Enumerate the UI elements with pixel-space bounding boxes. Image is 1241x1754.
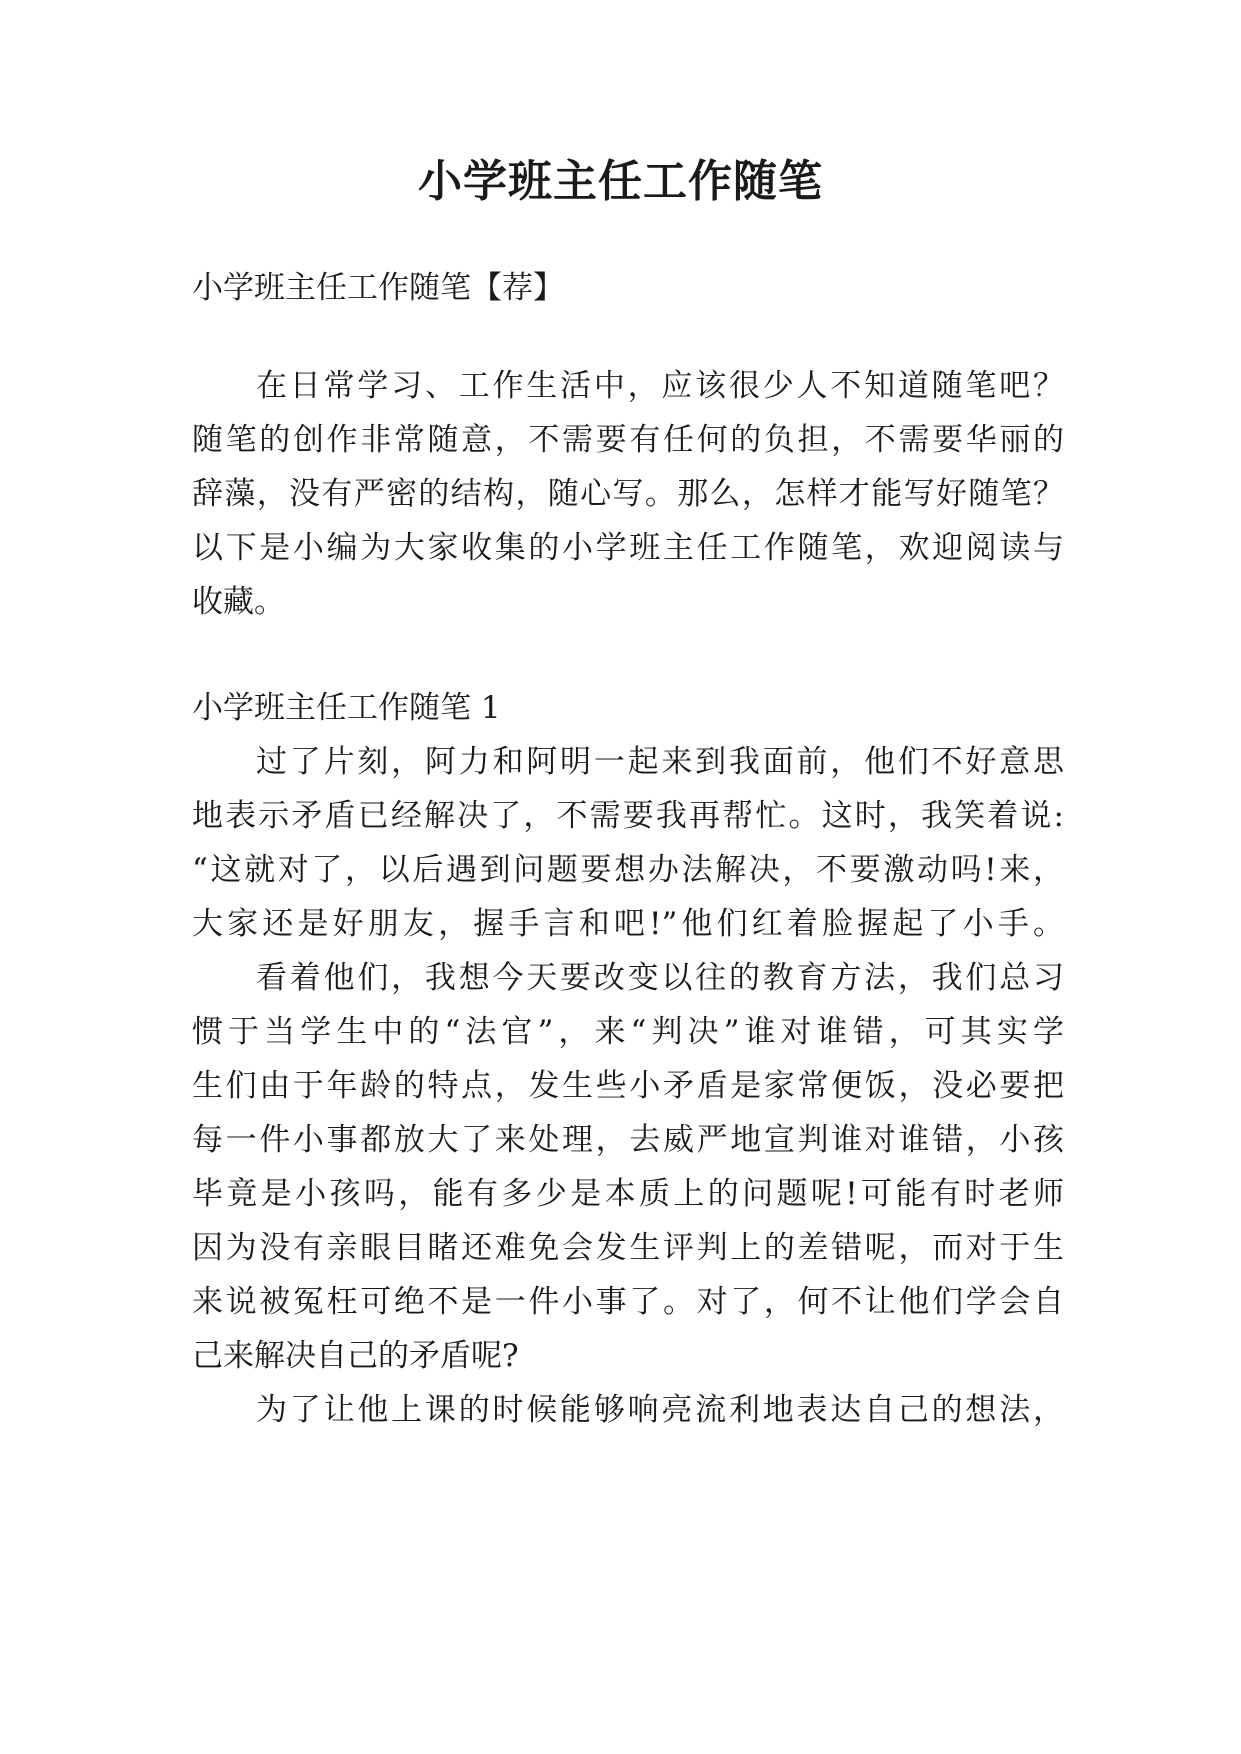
- para2-line-7: 来说被冤枉可绝不是一件小事了。对了，何不让他们学会自: [192, 1284, 1064, 1320]
- para3-line-1: 为了让他上课的时候能够响亮流利地表达自己的想法，: [256, 1392, 1064, 1428]
- intro-line-5: 收藏。: [192, 584, 285, 620]
- para2-line-4: 每一件小事都放大了来处理，去威严地宣判谁对谁错，小孩: [192, 1122, 1064, 1158]
- intro-line-4: 以下是小编为大家收集的小学班主任工作随笔，欢迎阅读与: [192, 530, 1064, 566]
- para1-line-3: “这就对了，以后遇到问题要想办法解决，不要激动吗!来，: [192, 852, 1064, 888]
- section-heading: 小学班主任工作随笔 1: [192, 690, 501, 726]
- para2-line-3: 生们由于年龄的特点，发生些小矛盾是家常便饭，没必要把: [192, 1068, 1064, 1104]
- para1-line-2: 地表示矛盾已经解决了，不需要我再帮忙。这时，我笑着说:: [192, 798, 1064, 834]
- para1-line-4: 大家还是好朋友，握手言和吧!”他们红着脸握起了小手。: [192, 906, 1064, 942]
- intro-line-3: 辞藻，没有严密的结构，随心写。那么，怎样才能写好随笔？: [192, 476, 1064, 512]
- para1-line-1: 过了片刻，阿力和阿明一起来到我面前，他们不好意思: [256, 744, 1064, 780]
- intro-line-1: 在日常学习、工作生活中，应该很少人不知道随笔吧？: [256, 368, 1064, 404]
- para2-line-6: 因为没有亲眼目睹还难免会发生评判上的差错呢，而对于生: [192, 1230, 1064, 1266]
- document-subtitle: 小学班主任工作随笔【荐】: [192, 270, 564, 306]
- para2-line-1: 看着他们，我想今天要改变以往的教育方法，我们总习: [256, 960, 1064, 996]
- para2-line-2: 惯于当学生中的“法官”，来“判决”谁对谁错，可其实学: [192, 1014, 1064, 1050]
- para2-line-8: 己来解决自己的矛盾呢?: [192, 1338, 519, 1374]
- document-title: 小学班主任工作随笔: [418, 156, 823, 207]
- intro-line-2: 随笔的创作非常随意，不需要有任何的负担，不需要华丽的: [192, 422, 1064, 458]
- para2-line-5: 毕竟是小孩吗，能有多少是本质上的问题呢!可能有时老师: [192, 1176, 1064, 1212]
